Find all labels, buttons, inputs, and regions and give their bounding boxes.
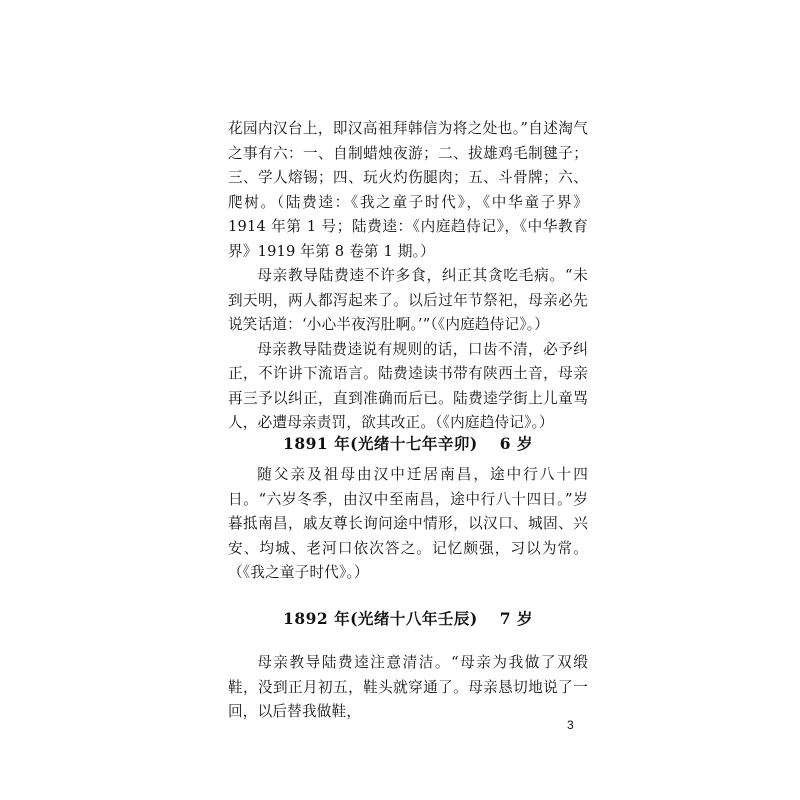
section-1892-text (228, 651, 588, 725)
heading-1891 (228, 432, 588, 454)
section-top-text (228, 117, 588, 436)
paragraph-diet: 母亲教导陆费逵不许多食，纠正其贪吃毛病。“未到天明，两人都泻起来了。以后过年节祭祀，母亲必先说笑话道：‘小心半夜泻肚啊。’”（《内庭趋侍记》。） (228, 267, 588, 333)
heading-1891-age: 6 岁 (499, 434, 533, 453)
paragraph-speech: 母亲教导陆费逵说有规则的话，口齿不清，必予纠正，不许讲下流语言。陆费逵读书带有陕西土音，母亲再三予以纠正，直到准确而后已。陆费逵学街上儿童骂人，必遭母亲责罚，欲其改正。（《内庭趋侍记》。） (228, 340, 588, 431)
section-1891-text (228, 463, 588, 586)
paragraph-1892: 母亲教导陆费逵注意清洁。“母亲为我做了双缎鞋，没到正月初五，鞋头就穿通了。母亲恳切地说了一回，以后替我做鞋， (228, 654, 588, 720)
page-number: 3 (567, 718, 574, 732)
heading-1892-age: 7 岁 (499, 609, 533, 628)
paragraph-1891: 随父亲及祖母由汉中迁居南昌，途中行八十四日。“六岁冬季，由汉中至南昌，途中行八十四日。”岁暮抵南昌，戚友尊长询问途中情形，以汉口、城固、兴安、均城、老河口依次答之。记忆颇强，习以为常。（《我之童子时代》。） (228, 466, 588, 581)
heading-1892-year: 1892 年(光绪十八年壬辰) (283, 609, 478, 628)
paragraph-continuation: 花园内汉台上，即汉高祖拜韩信为将之处也。”自述淘气之事有六：一、自制蜡烛夜游；二、拔雄鸡毛制毽子；三、学人熔锡；四、玩火灼伤腿肉；五、斗骨牌；六、爬树。（陆费逵：《我之童子时代》，《中华童子界》1914 年第 1 号；陆费逵：《内庭趋侍记》，《中华教育界》1919 年第 8 卷第 1 期。） (228, 120, 588, 260)
heading-1891-year: 1891 年(光绪十七年辛卯) (283, 434, 478, 453)
heading-1892 (228, 607, 588, 629)
